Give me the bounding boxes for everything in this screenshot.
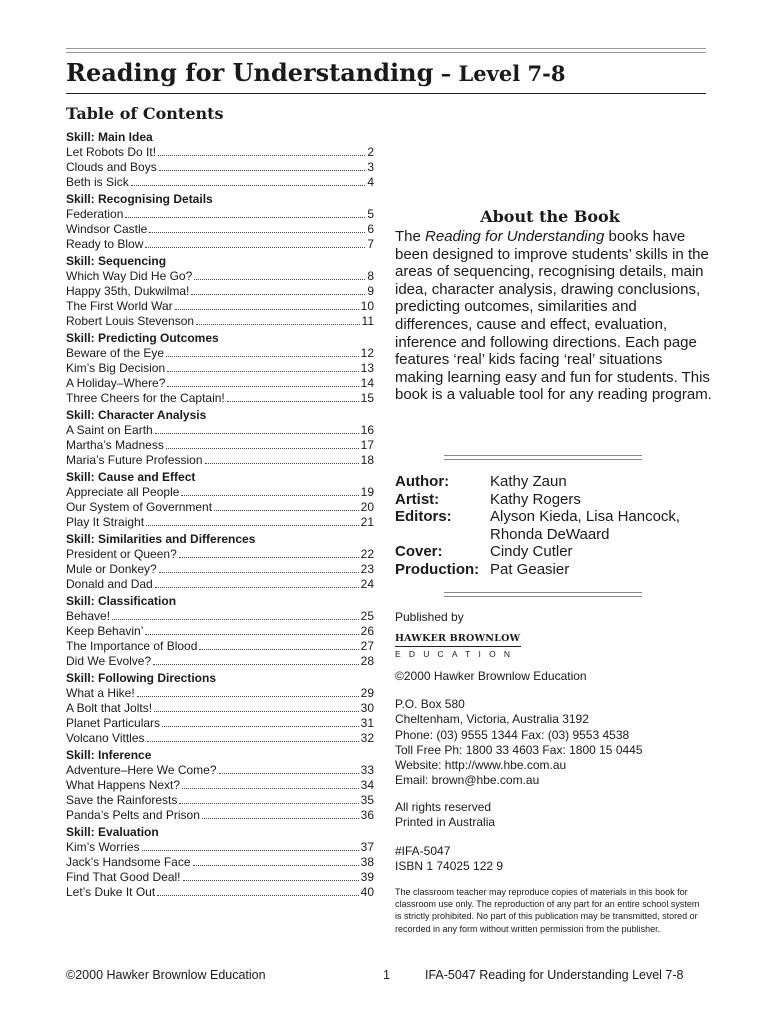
toc-entry [66, 222, 374, 237]
title-rule [66, 93, 706, 94]
toc-entry-page: 26 [360, 624, 374, 638]
toc-skill-heading: Skill: Character Analysis [66, 408, 207, 422]
toc-entry [66, 547, 374, 562]
toc-entry [66, 515, 374, 530]
credit-value: Kathy Rogers [490, 490, 581, 508]
toc-entry-title: Mule or Donkey? [66, 562, 157, 576]
toc-entry [66, 577, 374, 592]
toc-entry [66, 438, 374, 453]
toc-entry-title: Keep Behavin’ [66, 624, 144, 638]
toc-entry [66, 808, 374, 823]
toc-entry-page: 34 [360, 778, 374, 792]
toc-skill-heading: Skill: Following Directions [66, 671, 217, 685]
toc-entry [66, 763, 374, 778]
toc-leader-dots [159, 160, 366, 171]
toc-leader-dots [205, 453, 359, 464]
toc-entry [66, 855, 374, 870]
toc-entry-page: 39 [360, 870, 374, 884]
toc-entry-page: 2 [367, 145, 374, 159]
toc-leader-dots [155, 577, 359, 588]
toc-entry-page: 3 [367, 160, 374, 174]
toc-entry [66, 639, 374, 654]
publisher-logo [395, 633, 521, 659]
toc-entry-title: A Saint on Earth [66, 423, 153, 437]
toc-entry-title: Adventure–Here We Come? [66, 763, 217, 777]
toc-entry-page: 32 [360, 731, 374, 745]
toc-entry-title: Donald and Dad [66, 577, 153, 591]
rights-block [395, 800, 495, 831]
about-text-post: books have been designed to improve students’ skills in the areas of sequencing, recognising details, main idea, character analysis, drawing conclusions, predicting outcomes, similarities and differences, cause and effect, evaluation, inference and following directions. Each page features ‘real’ kids facing ‘real’ situations making learning easy and fun for students. This book is a valuable tool for any reading program. [395, 228, 712, 404]
divider [444, 455, 642, 456]
toc-leader-dots [191, 284, 365, 295]
toc-leader-dots [219, 763, 359, 774]
toc-entry-page: 38 [360, 855, 374, 869]
toc-leader-dots [153, 654, 358, 665]
toc-skill-heading: Skill: Classification [66, 594, 177, 608]
credit-value: Alyson Kieda, Lisa Hancock, Rhonda DeWaard [490, 508, 681, 543]
toc-entry-page: 20 [360, 500, 374, 514]
address-line: Email: brown@hbe.com.au [395, 773, 540, 788]
toc-entry-page: 35 [360, 793, 374, 807]
toc-entry-page: 7 [367, 237, 374, 251]
toc-entry-page: 30 [360, 701, 374, 715]
toc-entry [66, 701, 374, 716]
toc-entry [66, 562, 374, 577]
toc-entry-page: 29 [360, 686, 374, 700]
credits-list [395, 473, 715, 579]
published-by: Published by [395, 610, 464, 624]
toc-entry-page: 5 [367, 207, 374, 221]
toc-entry-page: 19 [360, 485, 374, 499]
toc-entry [66, 453, 374, 468]
toc-entry-title: What a Hike! [66, 686, 135, 700]
toc-leader-dots [146, 515, 359, 526]
logo-line1: HAWKER BROWNLOW [395, 633, 521, 644]
title-sub: – Level 7-8 [433, 61, 566, 86]
toc-leader-dots [145, 237, 365, 248]
credit-row [395, 508, 715, 543]
toc-entry-page: 33 [360, 763, 374, 777]
toc-entry-page: 11 [361, 314, 374, 328]
toc-entry-title: Let Robots Do It! [66, 145, 157, 159]
toc-entry-title: Let’s Duke It Out [66, 885, 156, 899]
title-main: Reading for Understanding [66, 58, 434, 87]
toc-leader-dots [149, 222, 365, 233]
toc-entry-page: 36 [360, 808, 374, 822]
toc-skill-heading: Skill: Cause and Effect [66, 470, 196, 484]
toc-leader-dots [166, 438, 359, 449]
top-rule [66, 52, 706, 53]
toc-entry-page: 12 [360, 346, 374, 360]
toc-entry-page: 22 [360, 547, 374, 561]
toc-skill-heading: Skill: Main Idea [66, 130, 153, 144]
address-line: Phone: (03) 9555 1344 Fax: (03) 9553 4538 [395, 727, 630, 742]
toc-entry-title: What Happens Next? [66, 778, 181, 792]
toc-entry-title: Planet Particulars [66, 716, 161, 730]
toc-entry-page: 4 [367, 175, 374, 189]
toc-leader-dots [175, 299, 359, 310]
toc-leader-dots [166, 346, 359, 357]
toc-entry-title: Our System of Government [66, 500, 213, 514]
logo-bar [395, 646, 521, 647]
credit-value: Kathy Zaun [490, 473, 567, 490]
toc-entry [66, 624, 374, 639]
rights-line: Printed in Australia [395, 815, 496, 830]
toc-entry-title: Kim’s Big Decision [66, 361, 166, 375]
rights-line: All rights reserved [395, 800, 492, 814]
top-rule [66, 48, 706, 49]
toc-entry-title: Behave! [66, 609, 111, 623]
toc-entry-title: Maria’s Future Profession [66, 453, 203, 467]
about-heading: About the Book [480, 207, 620, 226]
toc-entry [66, 654, 374, 669]
toc-skill-heading: Skill: Predicting Outcomes [66, 331, 219, 345]
toc-leader-dots [183, 870, 359, 881]
toc-entry-title: Happy 35th, Dukwilma! [66, 284, 190, 298]
toc-entry [66, 391, 374, 406]
toc-entry-title: Appreciate all People [66, 485, 180, 499]
toc-entry-page: 28 [360, 654, 374, 668]
toc-entry [66, 314, 374, 329]
toc-leader-dots [157, 885, 358, 896]
toc-entry-title: Windsor Castle [66, 222, 148, 236]
toc-leader-dots [196, 314, 359, 325]
toc-entry [66, 778, 374, 793]
credit-value: Cindy Cutler [490, 543, 573, 561]
credit-label: Production: [395, 560, 480, 578]
about-book-title: Reading for Understanding [425, 228, 605, 245]
toc-leader-dots [131, 175, 366, 186]
footer-right: IFA-5047 Reading for Understanding Level 7-8 [425, 968, 684, 982]
toc-entry-page: 23 [360, 562, 374, 576]
toc-entry [66, 840, 374, 855]
toc-entry-page: 24 [360, 577, 374, 591]
toc-entry-page: 6 [367, 222, 374, 236]
address-block [395, 697, 643, 789]
credit-label: Artist: [395, 490, 440, 508]
toc-entry-page: 17 [360, 438, 374, 452]
product-id: #IFA-5047 [395, 844, 451, 858]
toc-leader-dots [137, 686, 359, 697]
toc-entry-page: 31 [360, 716, 374, 730]
toc-entry-page: 15 [360, 391, 374, 405]
toc-entry-title: Ready to Blow [66, 237, 144, 251]
toc-leader-dots [214, 500, 359, 511]
credit-row [395, 473, 715, 491]
toc-skill-heading: Skill: Similarities and Differences [66, 532, 256, 546]
toc-entry [66, 885, 374, 900]
toc-leader-dots [125, 207, 365, 218]
toc-entry-title: Federation [66, 207, 124, 221]
toc-leader-dots [194, 269, 365, 280]
toc-entry-page: 10 [360, 299, 374, 313]
toc-entry [66, 269, 374, 284]
toc-leader-dots [202, 808, 359, 819]
toc-leader-dots [158, 145, 365, 156]
toc-leader-dots [112, 609, 359, 620]
toc-leader-dots [179, 547, 359, 558]
toc-entry [66, 485, 374, 500]
divider [444, 596, 642, 597]
ids-block [395, 844, 503, 875]
credit-row [395, 561, 715, 579]
toc-entry-page: 9 [367, 284, 374, 298]
toc-skill-heading: Skill: Recognising Details [66, 192, 213, 206]
toc-leader-dots [155, 423, 359, 434]
fine-print: The classroom teacher may reproduce copies of materials in this book for classroom use only. The reproduction of any part for an entire school system is strictly prohibited. No part of this publication may be transmitted, stored or recorded in any form without written permission from the publisher. [395, 887, 700, 934]
toc-entry-page: 21 [360, 515, 374, 529]
address-line: Website: http://www.hbe.com.au [395, 758, 567, 773]
toc-entry-title: Find That Good Deal! [66, 870, 181, 884]
toc-entry-title: Panda’s Pelts and Prison [66, 808, 200, 822]
toc-entry [66, 237, 374, 252]
toc-entry-title: Jack’s Handsome Face [66, 855, 191, 869]
toc-entry [66, 686, 374, 701]
logo-line2: EDUCATION [395, 649, 519, 659]
copyright-line: ©2000 Hawker Brownlow Education [395, 669, 587, 683]
toc-entry [66, 716, 374, 731]
toc-leader-dots [199, 639, 358, 650]
toc-leader-dots [167, 361, 358, 372]
toc-entry [66, 609, 374, 624]
toc-heading: Table of Contents [66, 104, 224, 123]
toc-entry-page: 18 [360, 453, 374, 467]
toc-entry-page: 25 [360, 609, 374, 623]
toc-leader-dots [167, 376, 358, 387]
toc-entry-title: Beware of the Eye [66, 346, 165, 360]
credit-row [395, 543, 715, 561]
toc-leader-dots [142, 840, 359, 851]
toc-leader-dots [182, 778, 359, 789]
toc-entry [66, 376, 374, 391]
toc-entry [66, 299, 374, 314]
isbn: ISBN 1 74025 122 9 [395, 859, 504, 874]
toc-entry-title: Save the Rainforests [66, 793, 178, 807]
toc-entry-page: 40 [360, 885, 374, 899]
divider [444, 459, 642, 460]
toc-leader-dots [162, 716, 359, 727]
toc-entry [66, 175, 374, 190]
toc-leader-dots [227, 391, 359, 402]
toc-entry [66, 870, 374, 885]
toc-entry [66, 346, 374, 361]
toc-entry [66, 500, 374, 515]
toc-entry [66, 160, 374, 175]
toc-leader-dots [147, 731, 359, 742]
credit-value: Pat Geasier [490, 560, 570, 578]
credit-row [395, 491, 715, 509]
page-title [66, 58, 565, 87]
toc-entry-title: Clouds and Boys [66, 160, 157, 174]
footer-left: ©2000 Hawker Brownlow Education [66, 968, 266, 982]
about-paragraph [395, 228, 713, 404]
table-of-contents [66, 128, 374, 900]
credit-label: Author: [395, 473, 450, 490]
toc-entry-title: President or Queen? [66, 547, 177, 561]
footer-page-number: 1 [383, 968, 390, 982]
toc-skill-heading: Skill: Sequencing [66, 254, 167, 268]
toc-entry [66, 731, 374, 746]
divider [444, 592, 642, 593]
toc-entry-title: Three Cheers for the Captain! [66, 391, 225, 405]
toc-skill-heading: Skill: Inference [66, 748, 152, 762]
toc-entry-page: 14 [360, 376, 374, 390]
address-line: P.O. Box 580 [395, 697, 465, 711]
toc-leader-dots [193, 855, 359, 866]
toc-entry-title: Beth is Sick [66, 175, 129, 189]
toc-leader-dots [179, 793, 358, 804]
toc-entry-page: 13 [360, 361, 374, 375]
toc-entry-page: 27 [360, 639, 374, 653]
toc-entry [66, 145, 374, 160]
toc-entry-page: 16 [360, 423, 374, 437]
toc-entry-title: Did We Evolve? [66, 654, 152, 668]
toc-leader-dots [181, 485, 358, 496]
toc-entry [66, 361, 374, 376]
toc-leader-dots [145, 624, 358, 635]
toc-entry-title: The First World War [66, 299, 173, 313]
toc-entry-title: Which Way Did He Go? [66, 269, 193, 283]
toc-leader-dots [154, 701, 359, 712]
toc-entry-title: Play It Straight [66, 515, 145, 529]
toc-entry [66, 284, 374, 299]
credit-label: Cover: [395, 543, 443, 561]
toc-entry-title: Kim’s Worries [66, 840, 140, 854]
toc-entry-title: A Holiday–Where? [66, 376, 166, 390]
toc-entry-title: A Bolt that Jolts! [66, 701, 153, 715]
toc-entry-title: Robert Louis Stevenson [66, 314, 195, 328]
toc-entry [66, 423, 374, 438]
toc-leader-dots [159, 562, 359, 573]
address-line: Cheltenham, Victoria, Australia 3192 [395, 712, 589, 727]
about-text-pre: The [395, 228, 426, 245]
toc-entry-title: Martha’s Madness [66, 438, 164, 452]
toc-entry-title: Volcano Vittles [66, 731, 145, 745]
toc-entry-page: 8 [367, 269, 374, 283]
toc-entry-page: 37 [360, 840, 374, 854]
toc-entry [66, 793, 374, 808]
credit-label: Editors: [395, 508, 452, 526]
address-line: Toll Free Ph: 1800 33 4603 Fax: 1800 15 0445 [395, 742, 643, 757]
toc-entry [66, 207, 374, 222]
toc-entry-title: The Importance of Blood [66, 639, 198, 653]
toc-skill-heading: Skill: Evaluation [66, 825, 159, 839]
